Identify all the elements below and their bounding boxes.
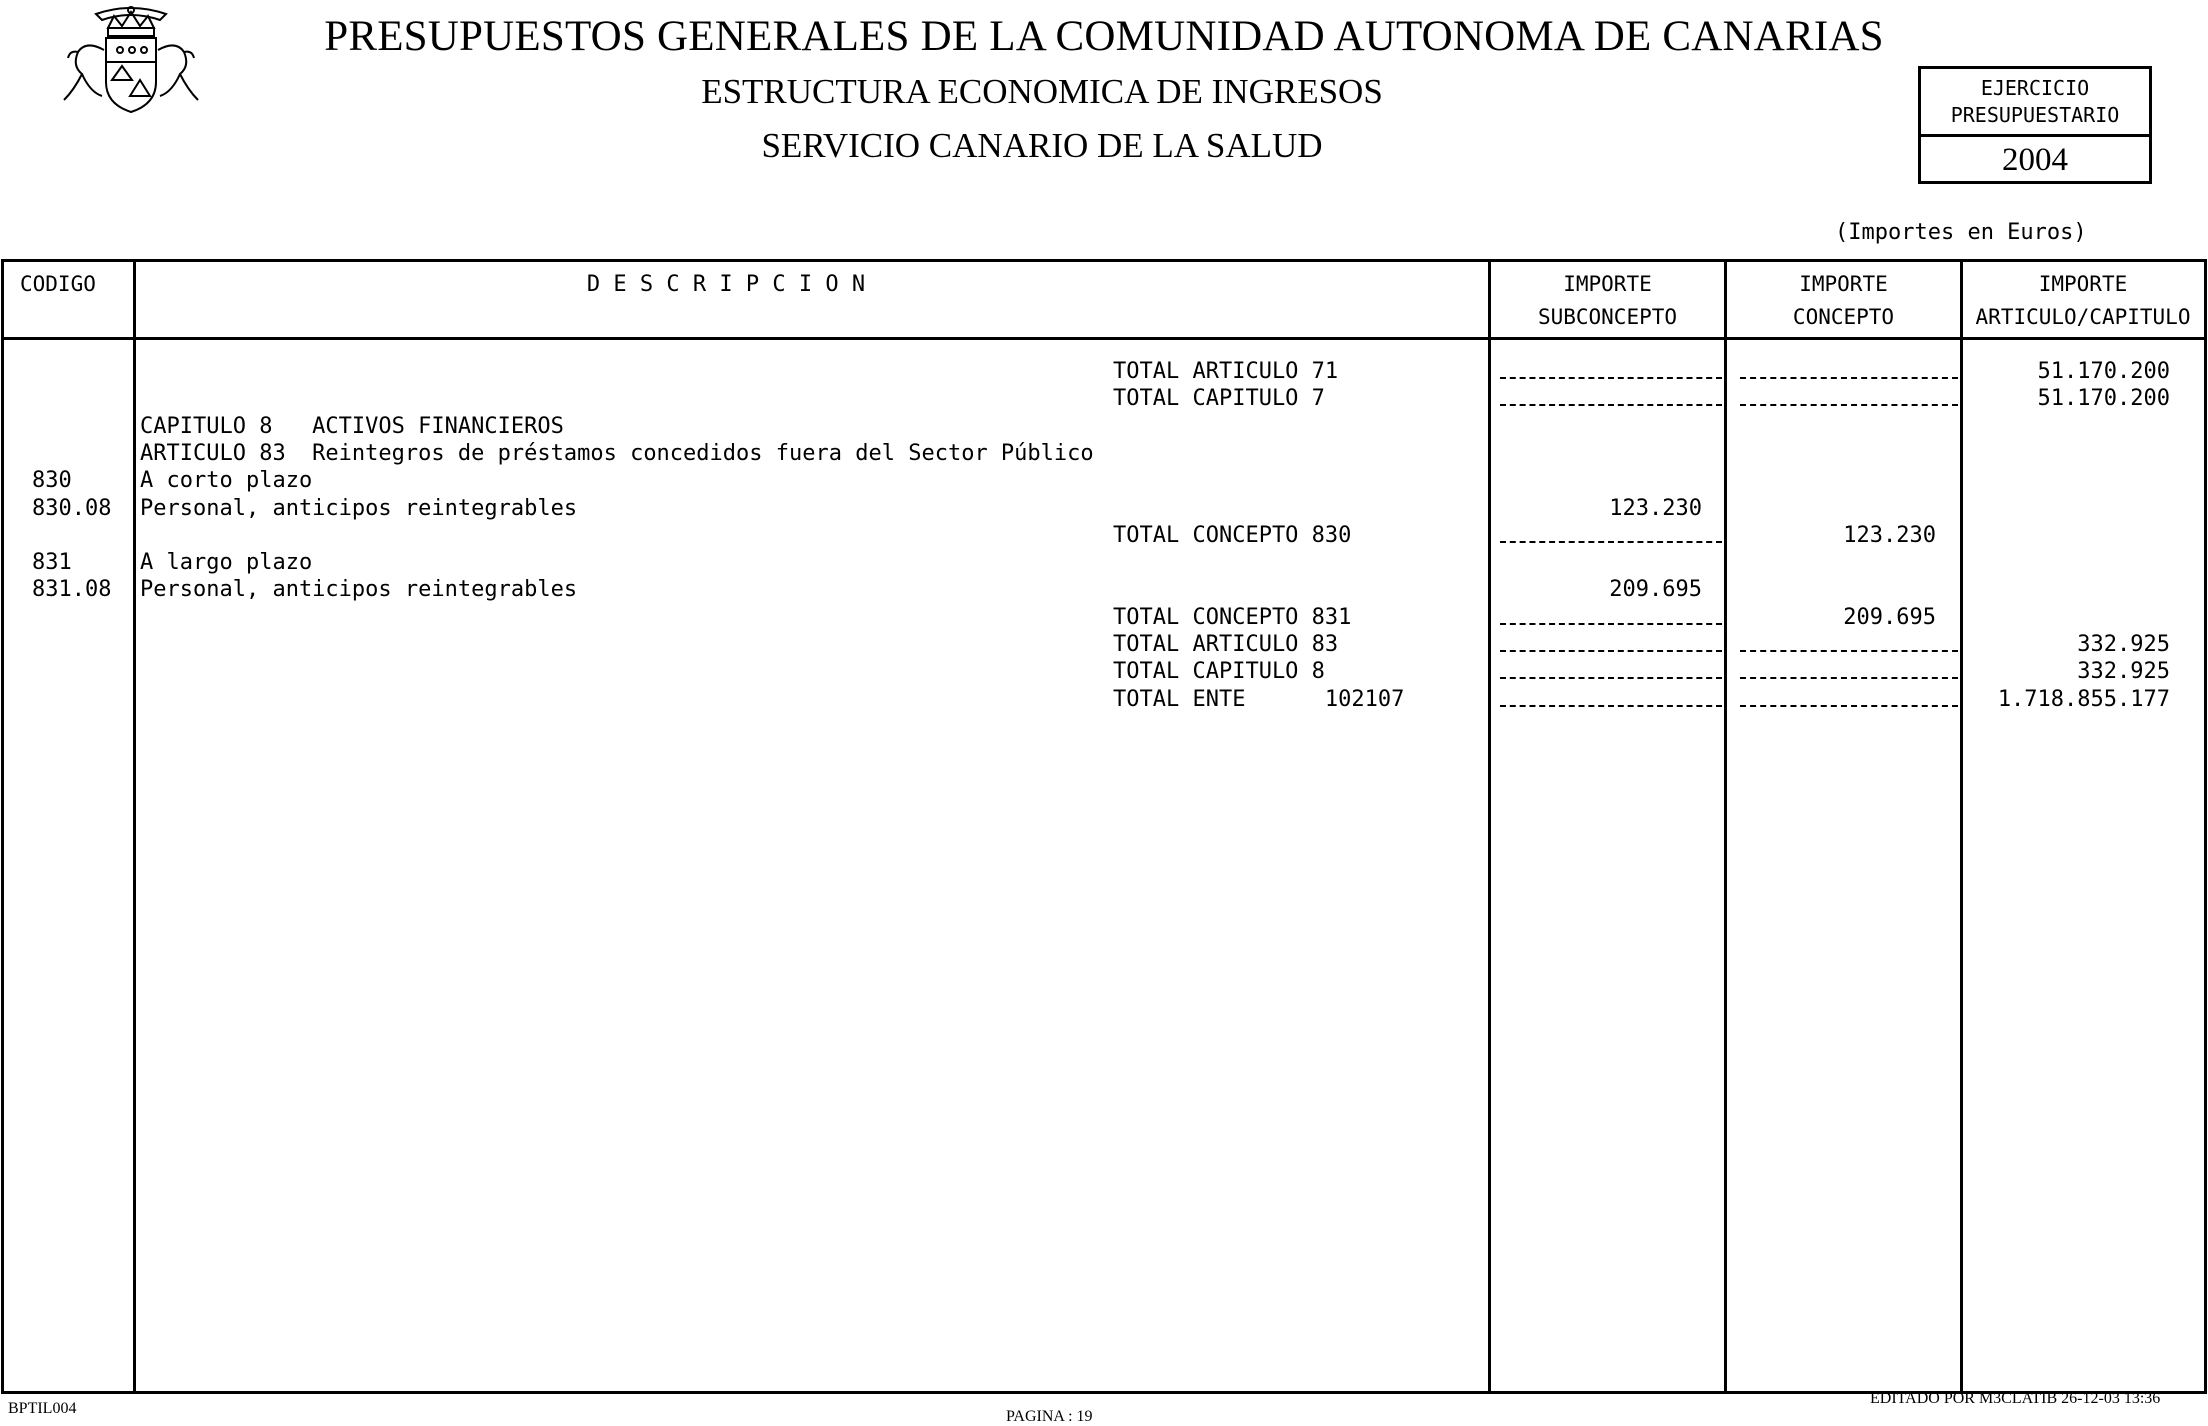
row-description: Personal, anticipos reintegrables xyxy=(140,495,578,521)
row-code: 830 xyxy=(32,468,72,494)
row-description: A largo plazo xyxy=(140,550,313,576)
row-importe-articulo: 332.925 xyxy=(2077,659,2170,685)
column-divider xyxy=(1960,259,1963,1394)
row-importe-articulo: 332.925 xyxy=(2077,632,2170,657)
column-header-importe-subconcepto: IMPORTE xyxy=(1563,272,1652,296)
entity-subtitle: SERVICIO CANARIO DE LA SALUD xyxy=(761,126,1323,165)
row-importe-articulo: 1.718.855.177 xyxy=(1997,686,2170,712)
row-dash-subconcepto xyxy=(1500,705,1722,707)
fiscal-year-value: 2004 xyxy=(2002,142,2068,178)
row-dash-subconcepto xyxy=(1500,541,1722,543)
row-dash-subconcepto xyxy=(1500,677,1722,679)
row-dash-concepto xyxy=(1740,650,1958,652)
row-dash-subconcepto xyxy=(1500,623,1722,625)
row-dash-concepto xyxy=(1740,677,1958,679)
column-header-descripcion: D E S C R I P C I O N xyxy=(586,272,866,297)
row-description: CAPITULO 8 ACTIVOS FINANCIEROS xyxy=(140,413,564,439)
row-code: 831 xyxy=(32,550,72,576)
row-total-label: TOTAL CAPITULO 8 xyxy=(1113,659,1325,685)
row-description: Personal, anticipos reintegrables xyxy=(140,577,578,603)
row-importe-concepto: 123.230 xyxy=(1843,522,1936,548)
row-total-label: TOTAL CONCEPTO 830 xyxy=(1113,522,1352,548)
report-code: BPTIL004 xyxy=(8,1400,77,1417)
units-note: (Importes en Euros) xyxy=(1835,220,2087,245)
row-total-label: TOTAL ENTE 102107 xyxy=(1113,686,1405,712)
column-header-codigo: CODIGO xyxy=(20,272,96,296)
column-header-importe-concepto: IMPORTE xyxy=(1799,272,1888,296)
row-importe-articulo: 51.170.200 xyxy=(2037,386,2170,412)
page-title: PRESUPUESTOS GENERALES DE LA COMUNIDAD AUTONOMA DE CANARIAS xyxy=(324,13,1884,60)
row-total-label: TOTAL CONCEPTO 831 xyxy=(1113,604,1352,630)
row-code: 830.08 xyxy=(32,495,112,521)
column-header-subconcepto: SUBCONCEPTO xyxy=(1537,305,1678,329)
header-divider xyxy=(1,337,2207,340)
row-importe-subconcepto: 123.230 xyxy=(1609,495,1702,521)
fiscal-year-label: EJERCICIO PRESUPUESTARIO xyxy=(1921,71,2149,137)
column-header-importe-articulo: IMPORTE xyxy=(2038,272,2128,296)
row-description: ARTICULO 83 Reintegros de préstamos concedidos fuera del Sector Público xyxy=(140,440,1094,466)
report-subtitle: ESTRUCTURA ECONOMICA DE INGRESOS xyxy=(701,72,1383,111)
row-importe-articulo: 51.170.200 xyxy=(2037,359,2170,384)
row-importe-subconcepto: 209.695 xyxy=(1609,577,1702,603)
column-divider xyxy=(1488,259,1491,1394)
edit-stamp: EDITADO POR M3CLATIB 26-12-03 13:36 xyxy=(1870,1390,2161,1407)
row-dash-concepto xyxy=(1740,705,1958,707)
column-header-articulo-capitulo: ARTICULO/CAPITULO xyxy=(1975,305,2191,329)
row-dash-concepto xyxy=(1740,404,1958,406)
row-description: A corto plazo xyxy=(140,468,313,494)
row-dash-subconcepto xyxy=(1500,650,1722,652)
row-dash-subconcepto xyxy=(1500,377,1722,379)
column-header-concepto: CONCEPTO xyxy=(1792,305,1895,329)
column-divider xyxy=(133,259,136,1394)
page-number: PAGINA : 19 xyxy=(1006,1408,1093,1425)
row-total-label: TOTAL CAPITULO 7 xyxy=(1113,386,1325,412)
row-dash-concepto xyxy=(1740,377,1958,379)
row-importe-concepto: 209.695 xyxy=(1843,604,1936,630)
row-code: 831.08 xyxy=(32,577,112,603)
row-total-label: TOTAL ARTICULO 83 xyxy=(1113,632,1339,657)
row-total-label: TOTAL ARTICULO 71 xyxy=(1113,359,1339,384)
fiscal-year-box xyxy=(1918,66,2152,184)
column-divider xyxy=(1724,259,1727,1394)
row-dash-subconcepto xyxy=(1500,404,1722,406)
